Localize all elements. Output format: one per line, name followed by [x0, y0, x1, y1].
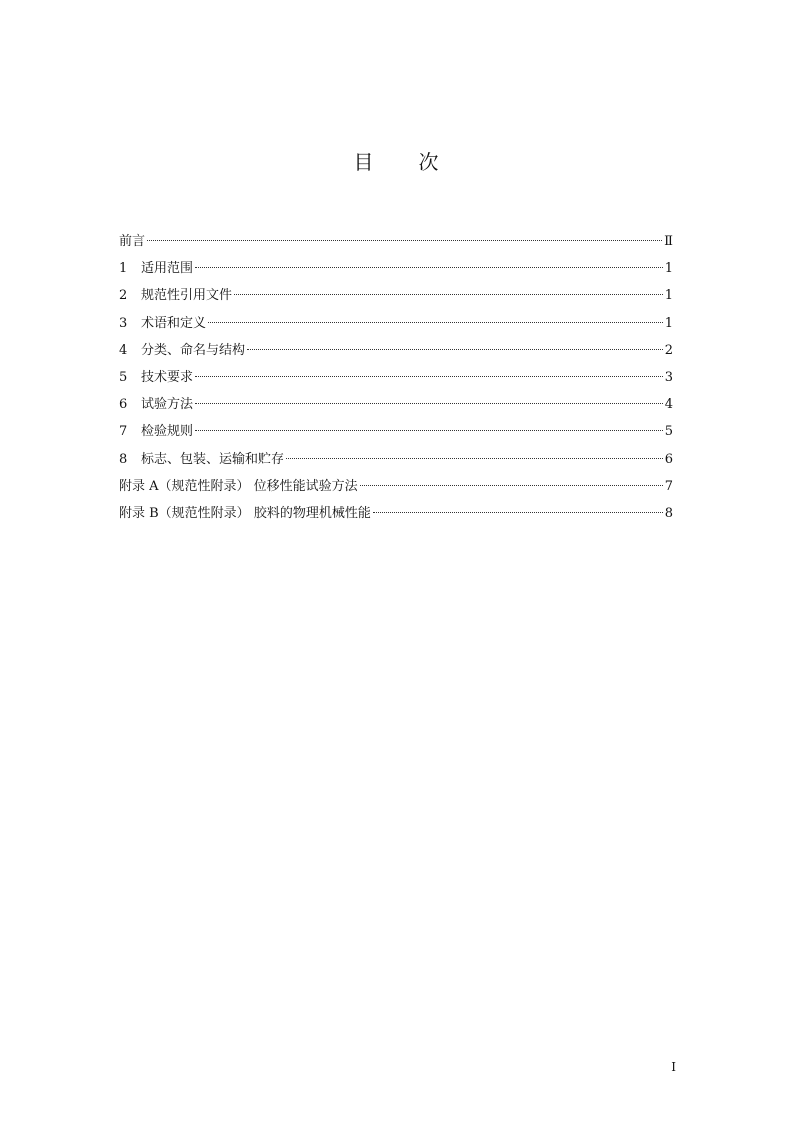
toc-dot-leader: [147, 240, 662, 241]
page-title: [0, 146, 793, 175]
toc-page-number: 7: [664, 478, 673, 494]
toc-entry-3[interactable]: [119, 314, 673, 341]
toc-entry-7[interactable]: [119, 422, 673, 449]
toc-entry-number: 6: [119, 397, 128, 413]
toc-entry-8[interactable]: [119, 450, 673, 477]
toc-page-number: 6: [664, 451, 673, 467]
page-number: I: [671, 1060, 676, 1074]
toc-dot-leader: [195, 403, 663, 404]
toc-entry-number: 4: [119, 342, 128, 358]
toc-dot-leader: [373, 512, 663, 513]
toc-entry-5[interactable]: [119, 368, 673, 395]
toc-dot-leader: [208, 322, 663, 323]
title-char-2: 次: [418, 150, 440, 174]
toc-entry-appendix-a[interactable]: [119, 477, 673, 504]
toc-page-number: 1: [664, 315, 673, 331]
toc-entry-4[interactable]: [119, 341, 673, 368]
toc-entry-foreword[interactable]: [119, 232, 673, 259]
toc-page-number: 1: [664, 261, 673, 277]
toc-dot-leader: [234, 294, 663, 295]
toc-page-number: Ⅱ: [664, 234, 673, 249]
toc-entry-number: 2: [119, 288, 128, 304]
toc-dot-leader: [195, 267, 663, 268]
toc-entry-title: 技术要求: [141, 369, 194, 385]
toc-entry-number: 1: [119, 261, 128, 277]
toc-entry-title: 标志、包装、运输和贮存: [141, 451, 285, 467]
toc-entry-number: 3: [119, 315, 128, 331]
toc-entry-title: 附录 B（规范性附录） 胶料的物理机械性能: [119, 505, 371, 521]
title-char-1: 目: [353, 150, 375, 174]
toc-entry-title: 规范性引用文件: [141, 288, 233, 304]
toc-page-number: 3: [664, 369, 673, 385]
toc-page-number: 1: [664, 288, 673, 304]
toc-entry-appendix-b[interactable]: [119, 504, 673, 531]
toc-entry-6[interactable]: [119, 395, 673, 422]
toc-page-number: 2: [664, 342, 673, 358]
toc-page-number: 8: [664, 505, 673, 521]
toc-entry-number: 8: [119, 451, 128, 467]
toc-page-number: 4: [664, 397, 673, 413]
toc-entry-2[interactable]: [119, 286, 673, 313]
toc-entry-title: 适用范围: [141, 261, 194, 277]
table-of-contents: [119, 232, 673, 531]
toc-entry-title: 试验方法: [141, 397, 194, 413]
toc-dot-leader: [360, 485, 663, 486]
toc-entry-number: 7: [119, 424, 128, 440]
toc-dot-leader: [195, 430, 663, 431]
toc-dot-leader: [286, 458, 663, 459]
toc-dot-leader: [247, 349, 663, 350]
toc-entry-title: 术语和定义: [141, 315, 207, 331]
toc-entry-title: 检验规则: [141, 424, 194, 440]
toc-entry-number: 5: [119, 369, 128, 385]
toc-page-number: 5: [664, 424, 673, 440]
toc-entry-1[interactable]: [119, 259, 673, 286]
toc-entry-title: 前言: [119, 234, 146, 249]
toc-entry-title: 分类、命名与结构: [141, 342, 246, 358]
toc-dot-leader: [195, 376, 663, 377]
toc-entry-title: 附录 A（规范性附录） 位移性能试验方法: [119, 478, 358, 494]
